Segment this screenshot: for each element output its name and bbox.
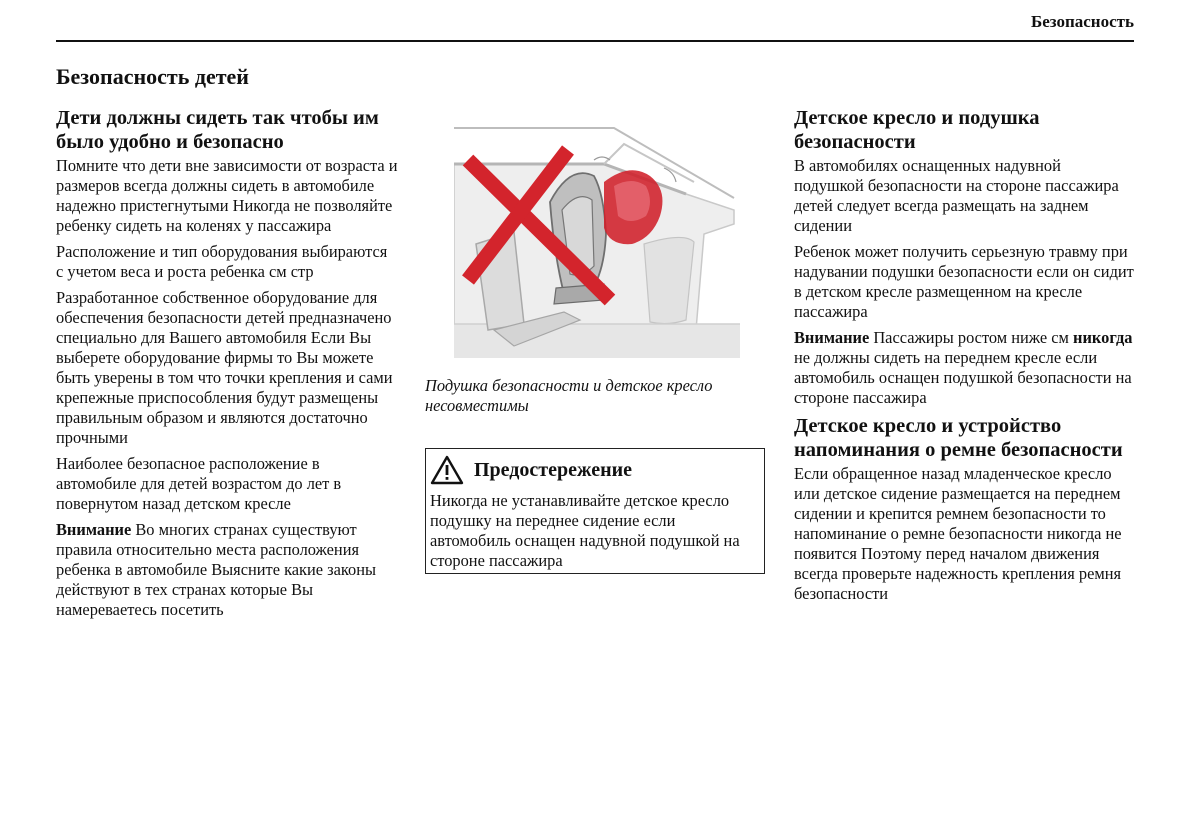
note-paragraph — [56, 520, 398, 620]
warning-box — [425, 448, 765, 574]
paragraph: Расположение и тип оборудования выбираются с учетом веса и роста ребенка см стр — [56, 242, 388, 281]
note-text: Во многих странах существуют правила относительно места расположения ребенка в автомобиле Выясните какие законы действуют в тех странах которые Вы намереваетесь посетить — [56, 520, 377, 619]
car-interior-drawing — [454, 124, 740, 362]
paragraph: В автомобилях оснащенных надувной подушкой безопасности на стороне пассажира детей следует всегда размещать на заднем сидении — [794, 156, 1119, 235]
note-emphasis: никогда — [1073, 328, 1133, 347]
paragraph: Наиболее безопасное расположение в автомобиле для детей возрастом до лет в повернутом назад детском кресле — [56, 454, 342, 513]
airbag-illustration — [454, 124, 740, 362]
paragraph: Помните что дети вне зависимости от возраста и размеров всегда должны сидеть в автомобиле надежно пристегнутыми Никогда не позволяйте ребенку сидеть на коленях у пассажира — [56, 156, 398, 235]
figure-caption: Подушка безопасности и детское кресло несовместимы — [425, 376, 713, 415]
warning-triangle-icon — [430, 455, 464, 485]
page-title: Безопасность детей — [56, 64, 249, 89]
column-middle — [425, 124, 767, 574]
note-paragraph — [794, 328, 1134, 408]
note-text: не должны сидеть на переднем кресле если автомобиль оснащен подушкой безопасности на стороне пассажира — [794, 348, 1132, 407]
paragraph: Разработанное собственное оборудование для обеспечения безопасности детей предназначено специально для Вашего автомобиля Если Вы выберете оборудование фирмы то Вы можете быть уверены в том что точки крепления и сами крепежные приспособления будут размещены правильным образом и являются достаточно прочными — [56, 288, 393, 447]
heading-seatbelt-reminder: Детское кресло и устройство напоминания о ремне безопасности — [794, 415, 1123, 461]
heading-child-seat-airbag: Детское кресло и подушка безопасности — [794, 107, 1040, 153]
column-right — [794, 106, 1134, 610]
warning-text: Никогда не устанавливайте детское кресло подушку на переднее сидение если автомобиль оснащен надувной подушкой на стороне пассажира — [430, 491, 740, 570]
note-label: Внимание — [56, 520, 132, 539]
warning-title: Предостережение — [474, 459, 633, 481]
paragraph: Ребенок может получить серьезную травму при надувании подушки безопасности если он сидит в детском кресле размещенном на кресле пассажира — [794, 242, 1134, 321]
heading-children-seating: Дети должны сидеть так чтобы им было удобно и безопасно — [56, 107, 379, 153]
header-rule — [56, 40, 1134, 42]
column-left — [56, 106, 398, 626]
note-text: Пассажиры ростом ниже см — [873, 328, 1069, 347]
note-label: Внимание — [794, 328, 870, 347]
section-header: Безопасность — [1030, 12, 1134, 31]
paragraph: Если обращенное назад младенческое кресло или детское сидение размещается на переднем сидении и крепится ремнем безопасности то напоминание о ремне безопасности никогда не появится Поэтому перед началом движения всегда проверьте надежность крепления ремня безопасности — [794, 464, 1122, 603]
